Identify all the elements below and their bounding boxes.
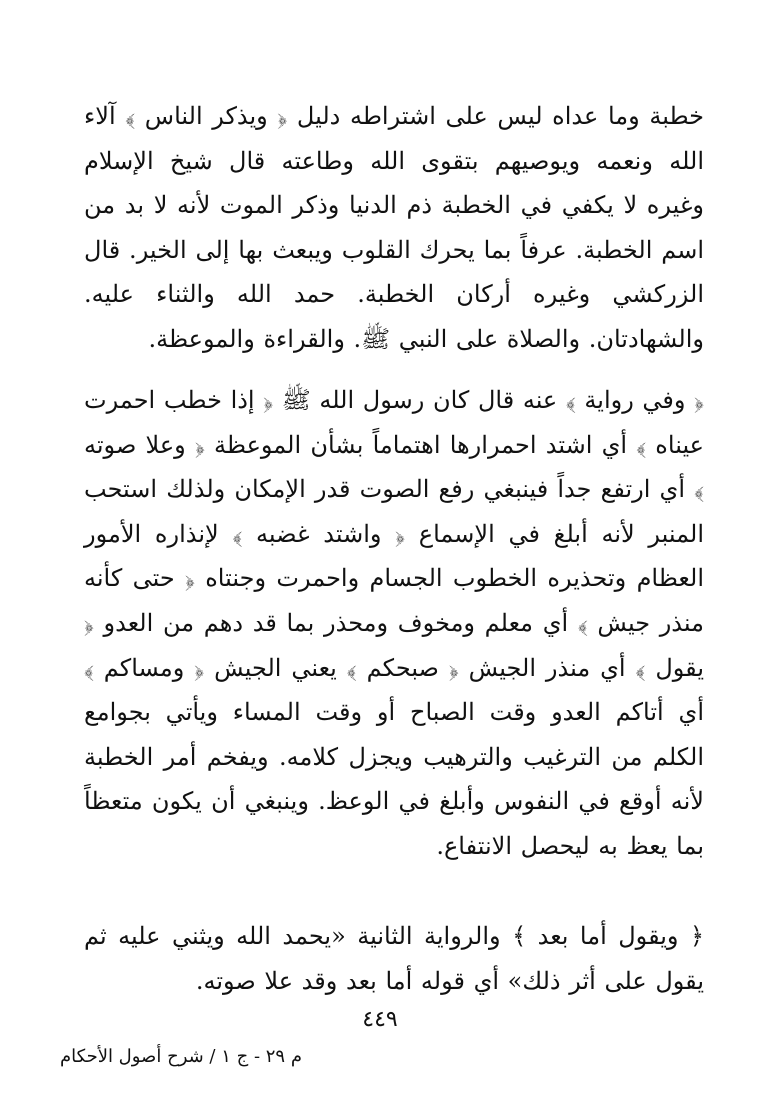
footer-reference: م ٢٩ - ج ١ / شرح أصول الأحكام	[60, 1046, 302, 1067]
page-number: ٤٤٩	[362, 1007, 398, 1032]
paragraph-2: ﴿ وفي رواية ﴾ عنه قال كان رسول الله ﷺ ﴿ إذا خطب احمرت عيناه ﴾ أي اشتد احمرارها اهتماماً بشأن الموعظة ﴿ وعلا صوته ﴾ أي ارتفع جداً فينبغي رفع الصوت قدر الإمكان ولذلك استحب المنبر لأنه أبلغ في الإسماع ﴿ واشتد غضبه ﴾ لإنذاره الأمور العظام وتحذيره الخطوب الجسام واحمرت وجنتاه ﴿ حتى كأنه منذر جيش ﴾ أي معلم ومخوف ومحذر بما قد دهم من العدو ﴿ يقول ﴾ أي منذر الجيش ﴿ صبحكم ﴾ يعني الجيش ﴿ ومساكم ﴾ أي أتاكم العدو وقت الصباح أو وقت المساء ويأتي بجوامع الكلم من الترغيب والترهيب ويجزل كلامه. ويفخم أمر الخطبة لأنه أوقع في النفوس وأبلغ في الوعظ. وينبغي أن يكون متعظاً بما يعظ به ليحصل الانتفاع.	[84, 386, 704, 860]
paragraph-3: ﴿ ويقول أما بعد ﴾ والرواية الثانية «يحمد الله ويثني عليه ثم يقول على أثر ذلك» أي قوله أما بعد وقد علا صوته.	[84, 922, 704, 995]
paragraph-1: خطبة وما عداه ليس على اشتراطه دليل ﴿ ويذكر الناس ﴾ آلاء الله ونعمه ويوصيهم بتقوى الله وطاعته قال شيخ الإسلام وغيره لا يكفي في الخطبة ذم الدنيا وذكر الموت لأنه لا بد من اسم الخطبة. عرفاً بما يحرك القلوب ويبعث بها إلى الخير. قال الزركشي وغيره أركان الخطبة. حمد الله والثناء عليه. والشهادتان. والصلاة على النبي ﷺ. والقراءة والموعظة.	[84, 102, 704, 353]
